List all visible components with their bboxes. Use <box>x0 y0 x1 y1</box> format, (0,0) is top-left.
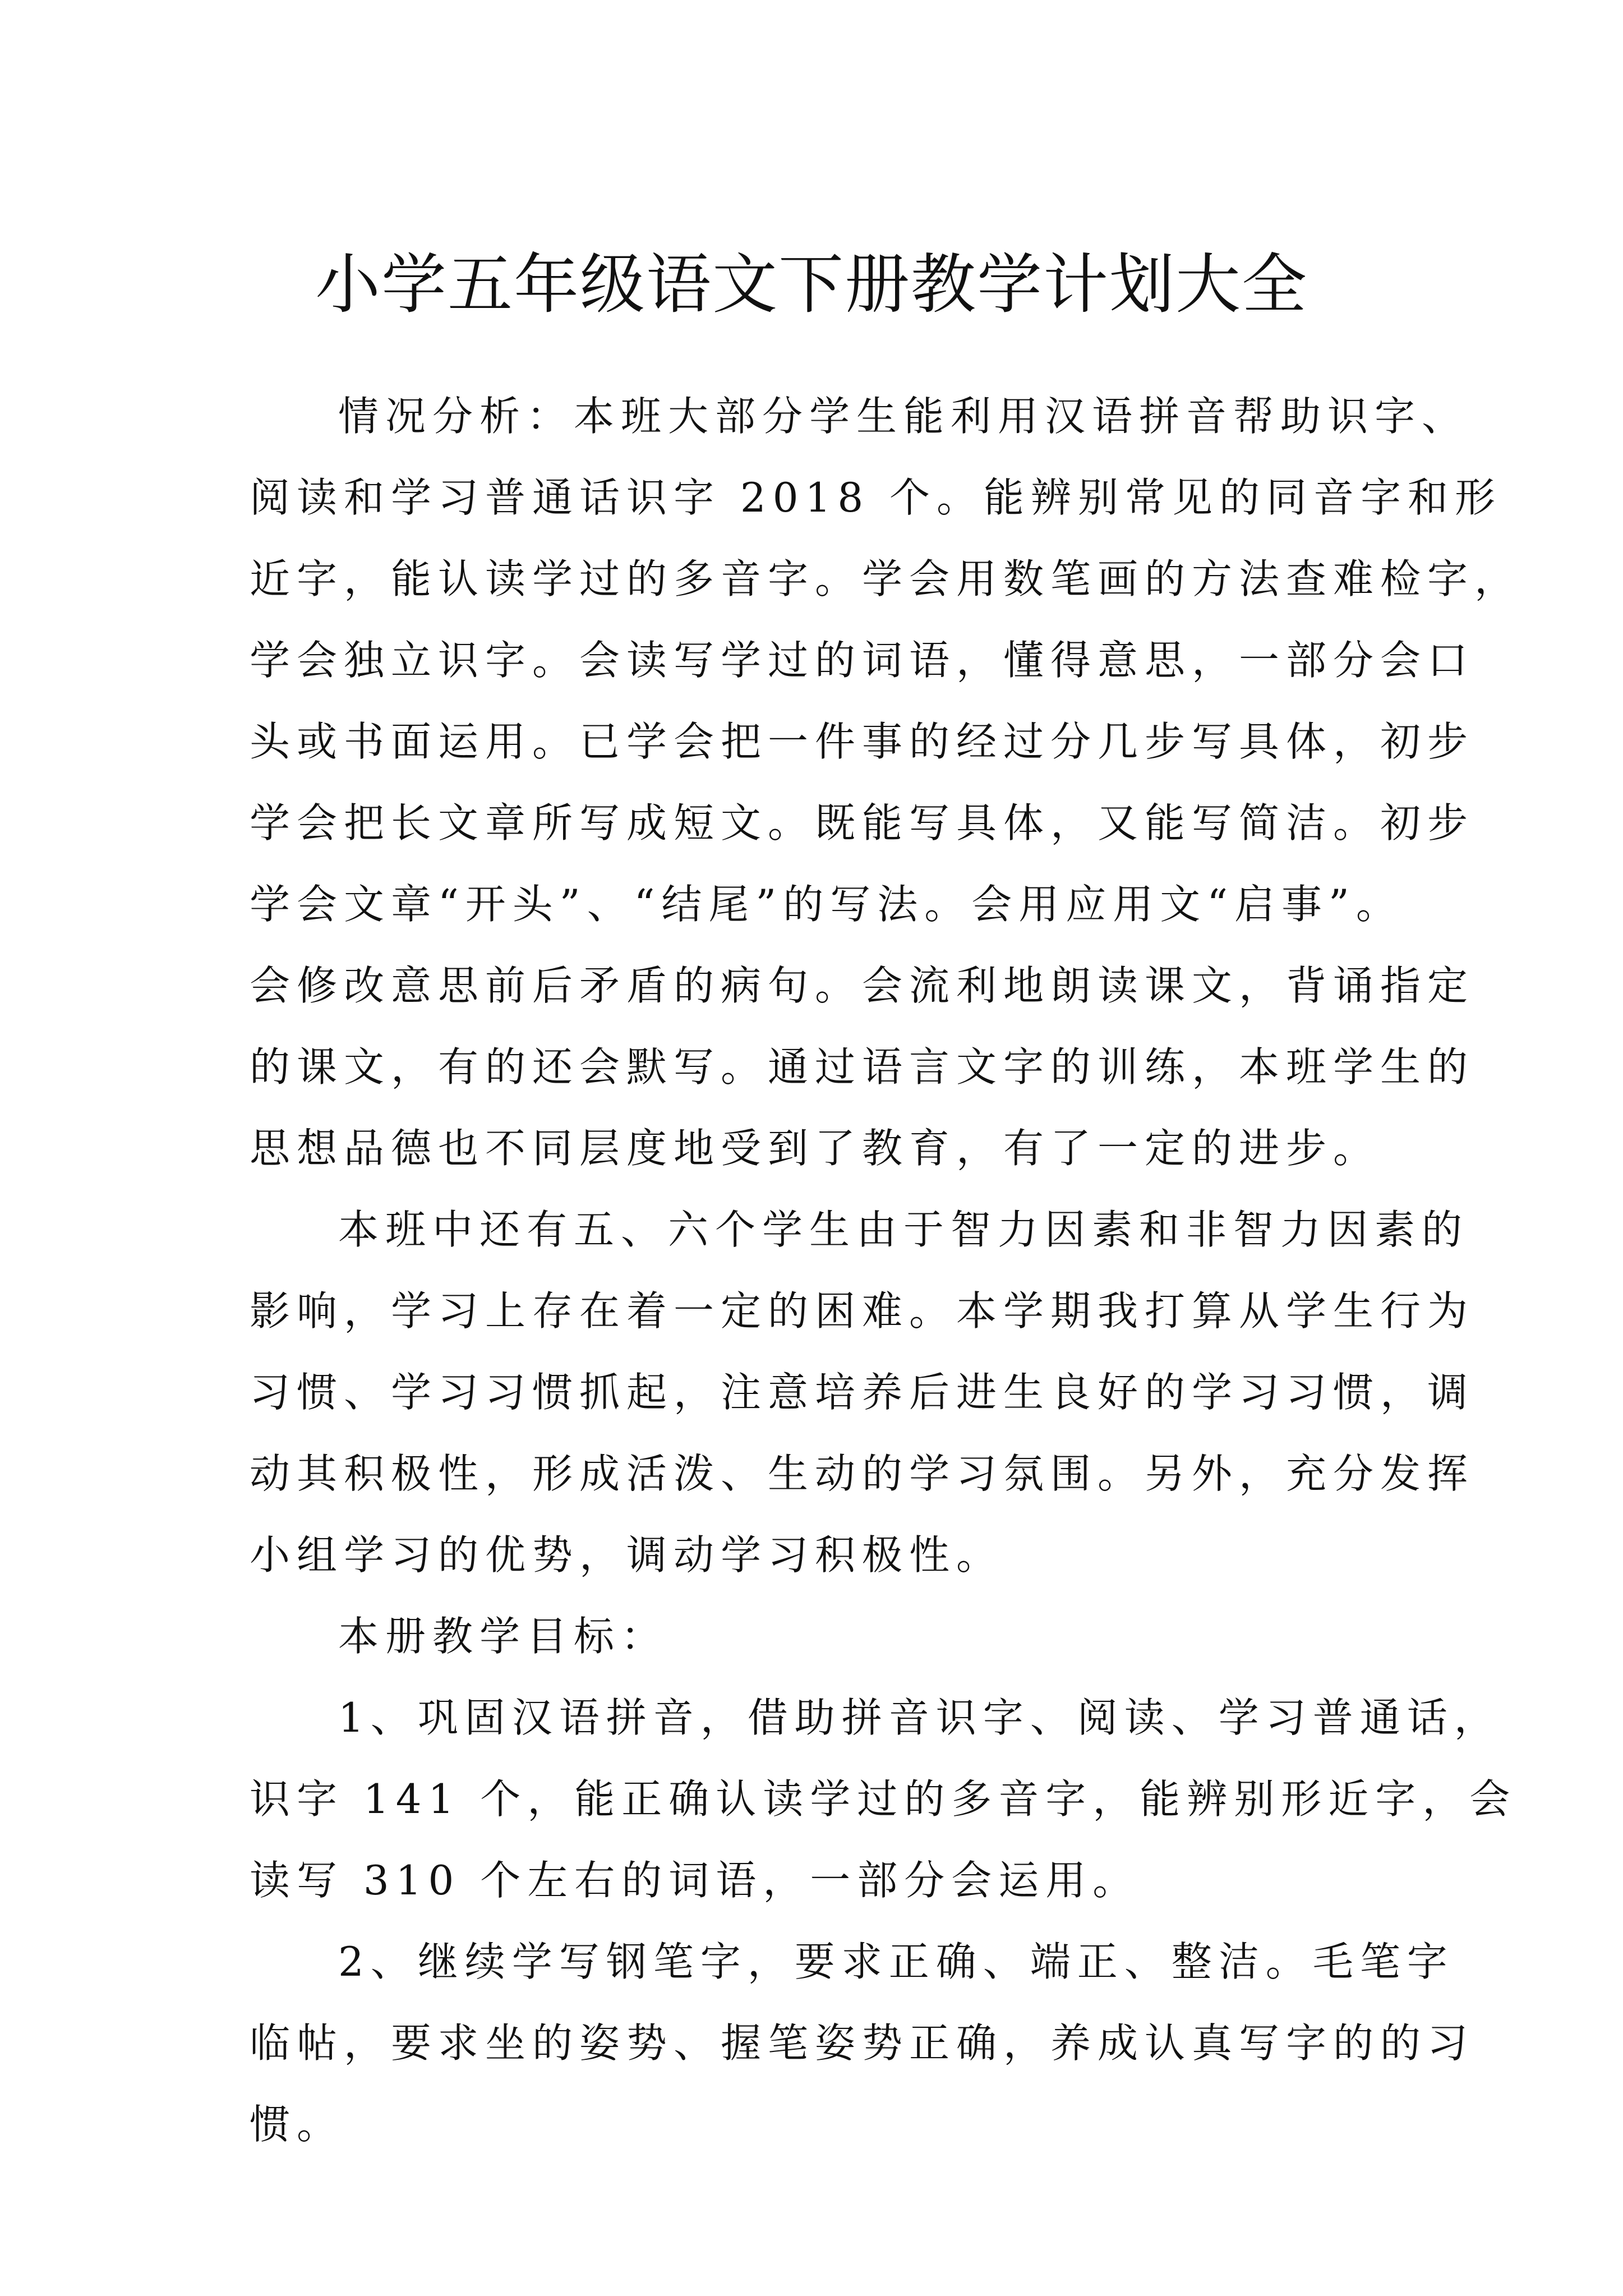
list-item-line: 惯。 <box>250 2101 344 2148</box>
list-item-line: 识字 141 个，能正确认读学过的多音字，能辨别形近字，会 <box>250 1775 1517 1823</box>
paragraph-line: 影响，学习上存在着一定的困难。本学期我打算从学生行为 <box>250 1287 1475 1335</box>
list-item-line: 2、继续学写钢笔字，要求正确、端正、整洁。毛笔字 <box>338 1938 1454 1985</box>
paragraph-line: 思想品德也不同层度地受到了教育，有了一定的进步。 <box>250 1125 1381 1172</box>
paragraph-line: 动其积极性，形成活泼、生动的学习氛围。另外，充分发挥 <box>250 1450 1475 1497</box>
paragraph-line: 会修改意思前后矛盾的病句。会流利地朗读课文，背诵指定 <box>250 962 1475 1009</box>
paragraph-line: 的课文，有的还会默写。通过语言文字的训练，本班学生的 <box>250 1043 1475 1091</box>
paragraph-line: 情况分析：本班大部分学生能利用汉语拼音帮助识字、 <box>338 393 1469 440</box>
section-heading: 本册教学目标： <box>338 1613 668 1660</box>
paragraph-line: 习惯、学习习惯抓起，注意培养后进生良好的学习习惯，调 <box>250 1369 1475 1416</box>
document-body <box>250 376 1522 2165</box>
paragraph-line: 阅读和学习普通话识字 2018 个。能辨别常见的同音字和形 <box>250 474 1502 521</box>
paragraph-line: 小组学习的优势，调动学习积极性。 <box>250 1531 1004 1579</box>
paragraph-line: 学会文章“开头”、“结尾”的写法。会用应用文“启事”。 <box>250 881 1403 928</box>
paragraph-line: 头或书面运用。已学会把一件事的经过分几步写具体，初步 <box>250 718 1475 765</box>
list-item-line: 临帖，要求坐的姿势、握笔姿势正确，养成认真写字的的习 <box>250 2019 1475 2067</box>
paragraph-line: 本班中还有五、六个学生由于智力因素和非智力因素的 <box>338 1206 1469 1253</box>
paragraph-line: 学会把长文章所写成短文。既能写具体，又能写简洁。初步 <box>250 799 1475 846</box>
paragraph-line: 学会独立识字。会读写学过的词语，懂得意思，一部分会口 <box>250 637 1475 684</box>
list-item-line: 1、巩固汉语拼音，借助拼音识字、阅读、学习普通话， <box>338 1694 1501 1741</box>
paragraph-line: 近字，能认读学过的多音字。学会用数笔画的方法查难检字， <box>250 555 1522 602</box>
document-title: 小学五年级语文下册教学计划大全 <box>315 246 1308 323</box>
list-item-line: 读写 310 个左右的词语，一部分会运用。 <box>250 1857 1140 1904</box>
